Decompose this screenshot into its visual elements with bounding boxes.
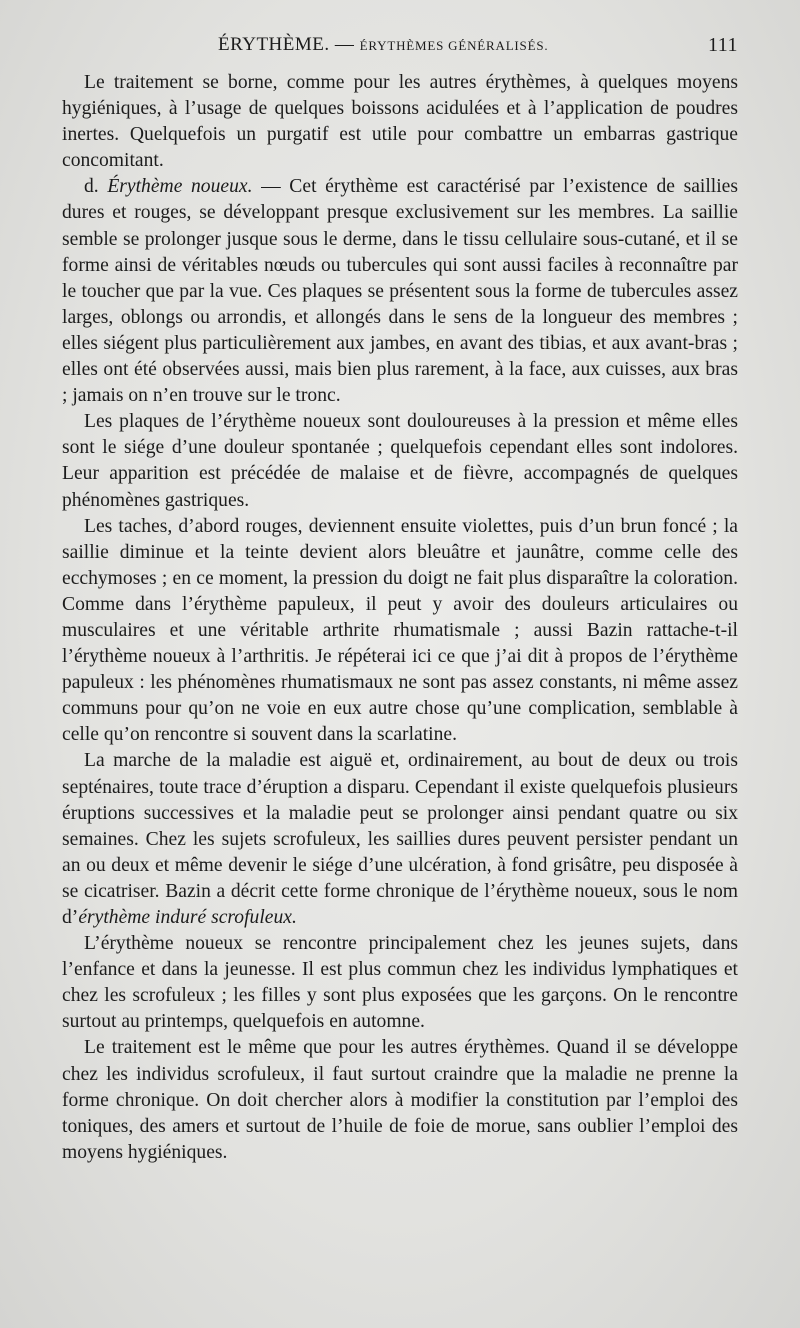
paragraph-text: d. (84, 176, 108, 198)
paragraph-text: La marche de la maladie est aiguë et, ordinairement, au bout de deux ou trois septénaires, toute trace d’éruption a disparu. Cependant il existe quelquefois plusieurs éruptions successives et la maladie peut se prolonger ainsi pendant quatre ou six semaines. Chez les sujets scrofuleux, les saillies dures peuvent persister pendant un an ou deux et même devenir le siége d’une ulcération, à fond grisâtre, peu disposée à se cicatriser. Bazin a décrit cette forme chronique de l’érythème noueux, sous le nom d’ (62, 750, 738, 928)
header-title (218, 34, 548, 56)
paragraph-text: Les taches, d’abord rouges, deviennent ensuite violettes, puis d’un brun foncé ; la saillie diminue et la teinte devient alors bleuâtre et jaunâtre, comme celle des ecchymoses ; en ce moment, la pression du doigt ne fait plus disparaître la coloration. Comme dans l’érythème papuleux, il peut y avoir des douleurs articulaires ou musculaires et une véritable arthrite rhumatismale ; aussi Bazin rattache-t-il l’érythème noueux à l’arthritis. Je répéterai ici ce que j’ai dit à propos de l’érythème papuleux : les phénomènes rhumatismaux ne sont pas assez constants, ni même assez communs pour qu’on ne voie en eux autre chose qu’une complication, semblable à celle qu’on rencontre si souvent dans la scarlatine. (62, 515, 738, 746)
paragraph-text: L’érythème noueux se rencontre principalement chez les jeunes sujets, dans l’enfance et dans la jeunesse. Il est plus commun chez les individus lymphatiques et chez les scrofuleux ; les filles y sont plus exposées que les garçons. On le rencontre surtout au printemps, quelquefois en automne. (62, 933, 738, 1033)
paragraph-text: Les plaques de l’érythème noueux sont douloureuses à la pression et même elles sont le siége d’une douleur spontanée ; quelquefois cependant elles sont indolores. Leur apparition est précédée de malaise et de fièvre, accompagnés de quelques phénomènes gastriques. (62, 411, 738, 511)
page-number: 111 (707, 34, 738, 56)
paragraph-text: Le traitement est le même que pour les autres érythèmes. Quand il se développe chez les individus scrofuleux, il faut surtout craindre que la maladie ne prenne la forme chronique. On doit chercher alors à modifier la constitution par l’emploi des toniques, des amers et surtout de l’huile de foie de morue, sans oublier l’emploi des moyens hygiéniques. (62, 1037, 738, 1163)
header-title-main: ÉRYTHÈME. — (218, 34, 360, 55)
paragraph (62, 174, 738, 409)
running-header (62, 34, 738, 58)
paragraph (62, 70, 738, 174)
paragraph (62, 409, 738, 513)
paragraph (62, 1035, 738, 1165)
paragraph-text: — Cet érythème est caractérisé par l’existence de saillies dures et rouges, se développant presque exclusivement sur les membres. La saillie semble se prolonger jusque sous le derme, dans le tissu cellulaire sous-cutané, et il se forme ainsi de véritables nœuds ou tubercules qui sont aussi faciles à reconnaître par le toucher que par la vue. Ces plaques se présentent sous la forme de tubercules assez larges, oblongs ou arrondis, et allongés dans le sens de la longueur des membres ; elles siégent plus particulièrement aux jambes, en avant des tibias, et aux avant-bras ; elles ont été observées aussi, mais bien plus rarement, à la face, aux cuisses, aux bras ; jamais on n’en trouve sur le tronc. (62, 176, 738, 407)
paragraph (62, 931, 738, 1035)
paragraph (62, 514, 738, 749)
body-text (62, 70, 738, 1166)
header-title-sub: ÉRYTHÈMES GÉNÉRALISÉS. (359, 38, 549, 53)
italic-term: érythème induré scrofuleux. (78, 907, 297, 928)
italic-term: Érythème noueux. (107, 176, 253, 198)
paragraph (62, 748, 738, 931)
paragraph-text: Le traitement se borne, comme pour les autres érythèmes, à quelques moyens hygiéniques, à l’usage de quelques boissons acidulées et à l’application de poudres inertes. Quelquefois un purgatif est utile pour combattre un embarras gastrique concomitant. (62, 72, 738, 172)
